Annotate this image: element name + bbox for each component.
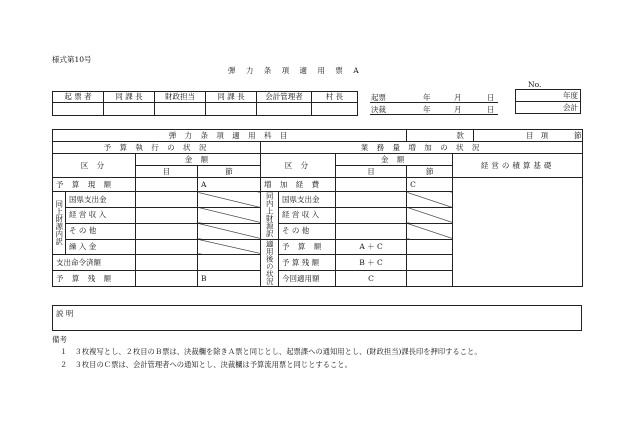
kessai-month: 月 [454,105,462,114]
nendo-table [515,89,581,114]
kurii-label: 繰 入 金 [66,239,136,255]
yosan-gaku-right-label: 予 算 額 [279,239,336,255]
main-table [52,129,583,287]
shishutsu-setsu[interactable] [198,255,261,271]
kan-label: 款 [456,130,464,140]
kihyo-day: 日 [487,93,495,102]
kokken-left-setsu-diagonal [198,192,261,208]
kokken-right-setsu-diagonal [407,192,453,208]
konkai-label: 今回適用額 [279,271,336,287]
sonota-right-label: そ の 他 [279,223,336,239]
mark-a: A [201,179,207,189]
kessai-label: 決裁 [371,105,386,114]
approval-header-soncho: 村 長 [312,92,358,103]
approval-stamp-cell[interactable] [206,103,257,116]
sonota-right-setsu-diagonal [407,223,453,239]
setsumei-label: 説 明 [56,309,74,318]
zangaku-right-label: 予 算 残 額 [279,255,336,271]
formula-bc: B ＋ C [336,255,407,271]
setsu-header-label: 節 [574,131,582,140]
approval-stamp-cell[interactable] [312,103,358,116]
zangaku-right-setsu[interactable] [407,255,453,271]
nendo-cell[interactable]: 年度 [516,90,581,102]
kessai-underline [370,114,498,115]
mark-c: C [410,179,416,189]
yosan-genkaku-setsu[interactable] [198,178,261,192]
kihyo-year: 年 [423,93,431,102]
shishutsu-label: 支出命令済額 [53,255,136,271]
moku-right: 目 [336,166,407,178]
kamoku-header: 弾 力 条 項 適 用 科 目 [53,130,407,142]
keiei-right-setsu-diagonal [407,207,453,223]
notes-title: 備考 [52,335,67,344]
approval-stamp-cell[interactable] [257,103,312,116]
formula-ac: A ＋ C [336,239,407,255]
keiei-left-moku[interactable] [136,207,198,223]
sonota-left-setsu-diagonal [198,223,261,239]
konkai-setsu[interactable] [407,271,453,287]
moku-header-label: 目 [526,131,534,140]
note-2: ２ ３枚目のＣ票は、会計管理者への通知とし、決裁欄は予算流用票と同じとすること。 [60,360,352,369]
note-1: １ ３枚複写とし、２枚目のＢ票は、決裁欄を除きＡ票と同じとし、起票課への通知用とし、(財政担当)課長印を押印すること。 [60,347,482,356]
kaikei-cell[interactable]: 会計 [516,102,581,114]
dounai-label: 同内上財源訳 [261,192,279,240]
kihyo-underline [370,102,498,103]
setsu-right: 節 [407,166,453,178]
sonota-right-moku[interactable] [336,223,407,239]
zangaku-left-setsu[interactable] [198,271,261,287]
keiei-left-label: 経 営 収 入 [66,207,136,223]
sonota-left-moku[interactable] [136,223,198,239]
kingaku-left: 金 額 [136,154,261,166]
yosan-genkaku-label: 予 算 現 額 [53,178,136,192]
sonota-left-label: そ の 他 [66,223,136,239]
kan-cell[interactable] [407,130,474,142]
setsumei-table [52,305,582,331]
moku-left: 目 [136,166,198,178]
keiei-left-setsu-diagonal [198,207,261,223]
setsu-left: 節 [198,166,261,178]
form-title: 弾 力 条 項 適 用 票 A [228,66,363,75]
approval-header-kacho1: 同 課 長 [104,92,155,103]
kokken-left-moku[interactable] [136,192,198,208]
tekiyougo-label: 適用後の状況 [261,239,279,287]
keiei-right-label: 経 営 収 入 [279,207,336,223]
kokken-right-label: 国県支出金 [279,192,336,208]
mark-b: B [201,273,207,283]
kihyo-label: 起票 [371,93,386,102]
approval-header-kacho2: 同 課 長 [206,92,257,103]
kokken-left-label: 国県支出金 [66,192,136,208]
kurii-moku[interactable] [136,239,198,255]
yosan-gaku-right-setsu[interactable] [407,239,453,255]
zouka-moku[interactable] [336,178,407,192]
kihyo-month: 月 [454,93,462,102]
zouka-keihi-label: 増 加 経 費 [261,178,336,192]
approval-stamp-cell[interactable] [155,103,206,116]
yosan-genkaku-moku[interactable] [136,178,198,192]
gyomu-jokyo-header: 業 務 量 増 加 の 状 況 [261,142,583,154]
kessai-day: 日 [487,105,495,114]
zangaku-left-moku[interactable] [136,271,198,287]
kurii-setsu-diagonal [198,239,261,255]
kessai-year: 年 [423,105,431,114]
setsumei-cell[interactable] [53,306,582,331]
approval-stamp-cell[interactable] [104,103,155,116]
approval-header-kihyosha: 起 票 者 [53,92,104,103]
approval-header-zaisei: 財政担当 [155,92,206,103]
form-number: 様式第10号 [52,55,92,64]
shishutsu-moku[interactable] [136,255,198,271]
zangaku-left-label: 予 算 残 額 [53,271,136,287]
keiei-kiso-cell[interactable] [453,178,583,287]
konkai-c: C [336,271,407,287]
yosan-jokyo-header: 予 算 執 行 の 状 況 [53,142,261,154]
approval-header-kaikei: 会計管理者 [257,92,312,103]
kou-label: 項 [540,130,549,140]
kubun-right: 区 分 [261,154,336,178]
kokken-right-moku[interactable] [336,192,407,208]
zouka-setsu[interactable] [407,178,453,192]
kubun-left: 区 分 [53,154,136,178]
approval-table [52,91,358,116]
kingaku-right: 金 額 [336,154,453,166]
keiei-right-moku[interactable] [336,207,407,223]
keiei-kiso-header: 経営の積算基礎 [453,154,583,178]
dou-zaigen-label: 同上財源内訳 [53,192,66,255]
approval-stamp-cell[interactable] [53,103,104,116]
no-label: No. [528,80,542,89]
